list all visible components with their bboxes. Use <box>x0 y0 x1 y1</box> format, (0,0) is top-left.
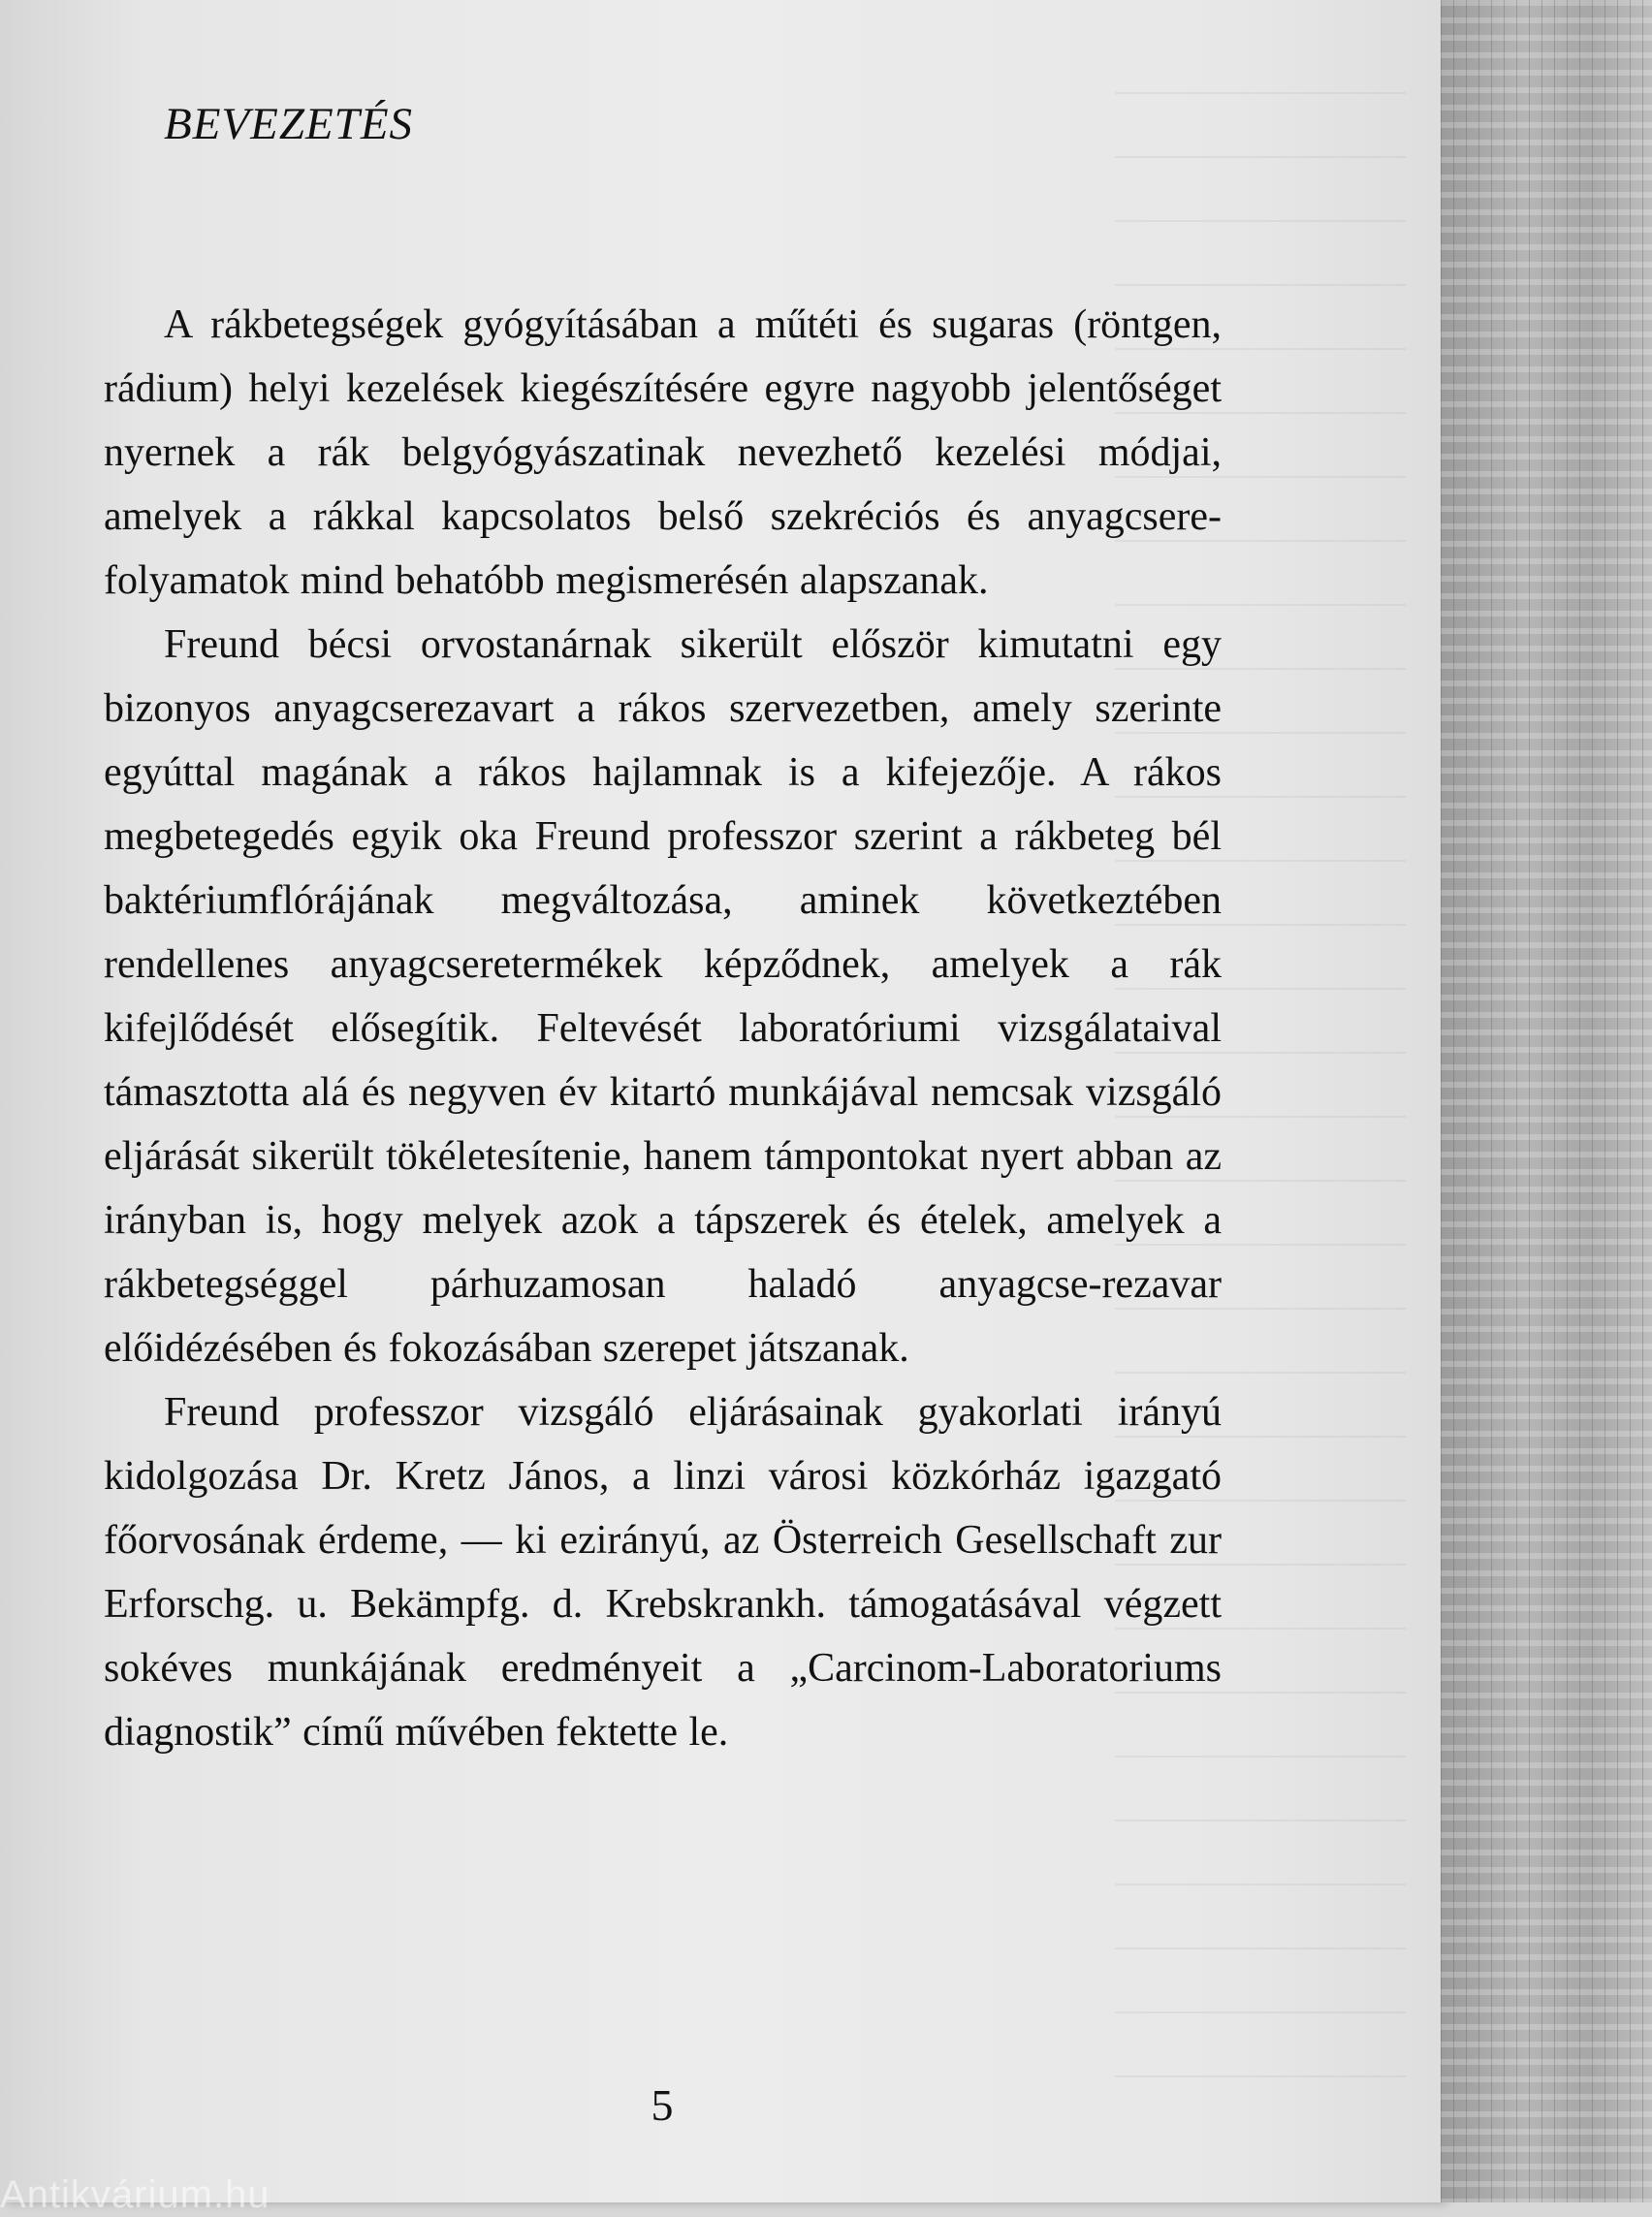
page-edge-stack <box>1441 0 1652 2202</box>
page-content <box>104 99 1222 1764</box>
paragraph-2: Freund bécsi orvostanárnak sikerült először kimutatni egy bizonyos anyagcserezavart a rákos szervezetben, amely szerinte egyúttal magának a rákos hajlamnak is a kifejezője. A rákos megbetegedés egyik oka Freund professzor szerint a rákbeteg bél baktériumflórájának megváltozása, aminek következtében rendellenes anyagcseretermékek képződnek, amelyek a rák kifejlődését elősegítik. Feltevését laboratóriumi vizsgálataival támasztotta alá és negyven év kitartó munkájával nemcsak vizsgáló eljárását sikerült tökéletesítenie, hanem támpontokat nyert abban az irányban is, hogy melyek azok a tápszerek és ételek, amelyek a rákbetegséggel párhuzamosan haladó anyagcse-rezavar előidézésében és fokozásában szerepet játszanak. <box>104 622 1222 1371</box>
chapter-heading: BEVEZETÉS <box>164 99 414 149</box>
paragraph-1: A rákbetegségek gyógyításában a műtéti és sugaras (röntgen, rádium) helyi kezelések kiegészítésére egyre nagyobb jelentőséget nyernek a rák belgyógyászatinak nevezhető kezelési módjai, amelyek a rákkal kapcsolatos belső szekréciós és anyagcsere-folyamatok mind behatóbb megismerésén alapszanak. <box>104 302 1222 603</box>
paragraph-3: Freund professzor vizsgáló eljárásainak gyakorlati irányú kidolgozása Dr. Kretz János, a linzi városi közkórház igazgató főorvosának érdeme, — ki ezirányú, az Österreich Gesellschaft zur Erforschg. u. Bekämpfg. d. Krebskrankh. támogatásával végzett sokéves munkájának eredményeit a „Carcinom-Laboratoriums diagnostik” című művében fektette le. <box>104 1390 1222 1755</box>
page-number: 5 <box>651 2080 674 2130</box>
watermark: Antikvárium.hu <box>0 2173 270 2216</box>
